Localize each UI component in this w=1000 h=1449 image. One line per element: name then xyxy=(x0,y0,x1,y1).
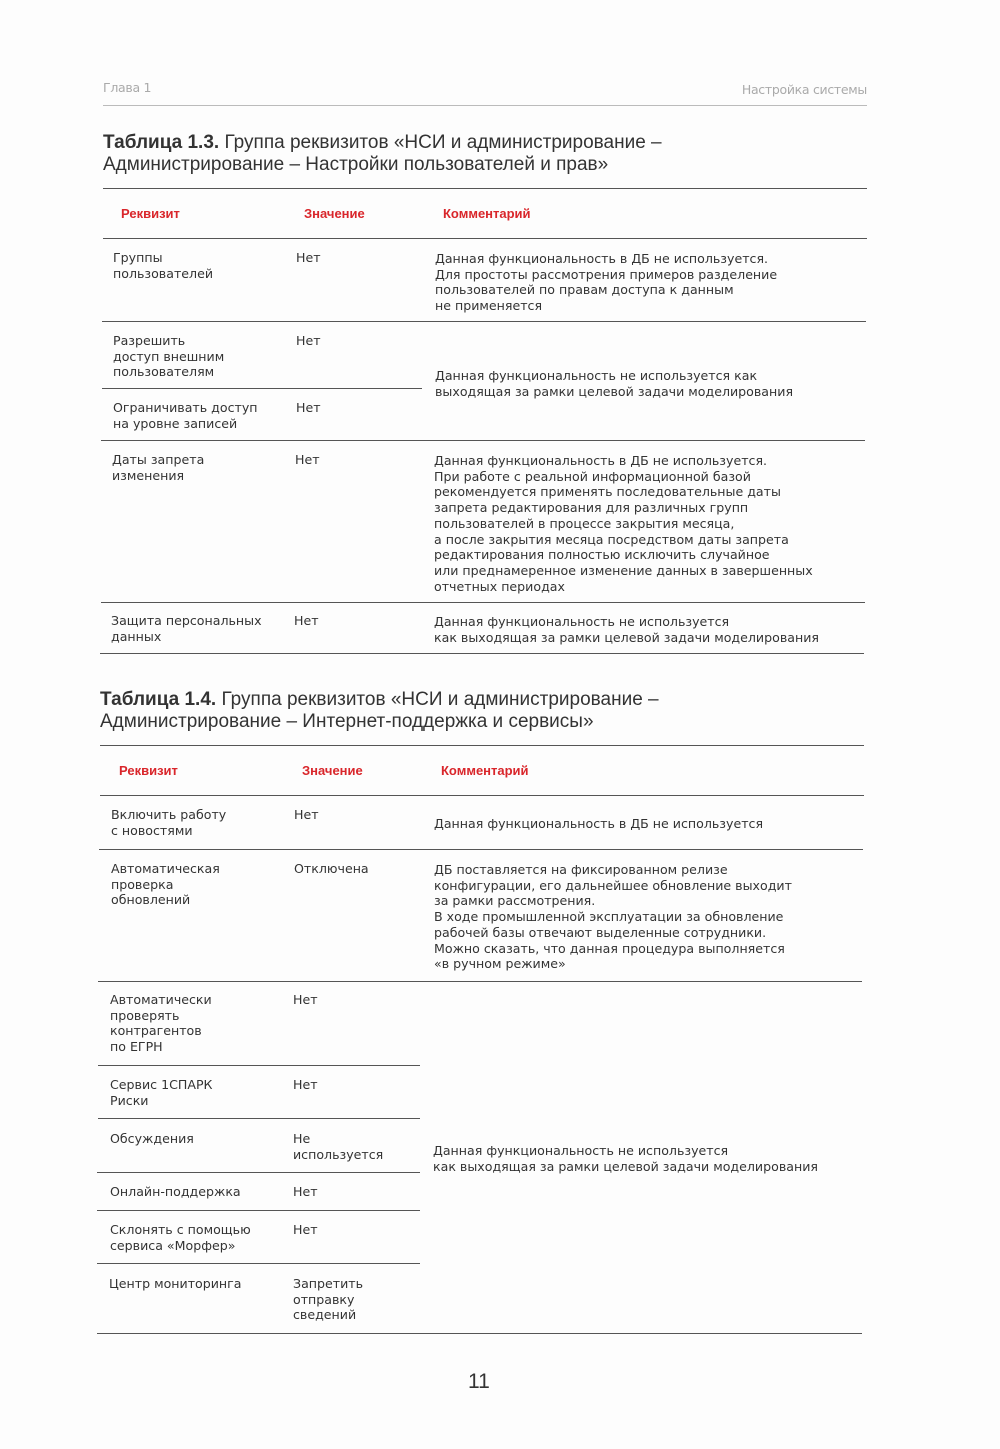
row-name: Включить работу с новостями xyxy=(111,807,227,838)
header-rule xyxy=(103,105,867,106)
row-value: Не используется xyxy=(293,1131,384,1162)
divider xyxy=(101,602,865,603)
column-header-value: Значение xyxy=(304,206,365,221)
row-name: Автоматическая проверка обновлений xyxy=(111,861,220,908)
divider xyxy=(103,188,867,189)
column-header-comment: Комментарий xyxy=(441,763,529,778)
merged-comment: Данная функциональность не используется как выходящая за рамки целевой задачи моделирования xyxy=(433,1143,818,1174)
running-head-chapter: Глава 1 xyxy=(103,80,152,95)
row-name: Обсуждения xyxy=(110,1131,194,1146)
row-value: Нет xyxy=(294,807,319,822)
row-name: Даты запрета изменения xyxy=(112,452,205,483)
row-value: Запретить отправку сведений xyxy=(293,1276,364,1323)
table-label: Таблица 1.4. xyxy=(100,689,217,710)
column-header-rekvizit: Реквизит xyxy=(119,763,178,778)
row-comment: Данная функциональность в ДБ не используется xyxy=(434,816,764,831)
divider xyxy=(99,849,863,850)
row-comment: Данная функциональность в ДБ не используется. При работе с реальной информационной базой рекомендуется применять последовательные даты запрета редактирования для различных групп пользователей в процессе закрытия месяца, а после закрытия месяца посредством даты запрета редактирования полностью исключить случайное или преднамеренное изменение данных в завершенных отчетных периодах xyxy=(434,453,813,594)
page-number: 11 xyxy=(468,1370,490,1393)
divider xyxy=(98,981,862,982)
divider xyxy=(100,745,864,746)
row-value: Отключена xyxy=(294,861,369,876)
table-caption: Группа реквизитов «НСИ и администрирование – Администрирование – Интернет-поддержка и сервисы» xyxy=(100,689,659,732)
row-name: Сервис 1СПАРК Риски xyxy=(110,1077,213,1108)
table-1-3-title xyxy=(103,132,662,176)
row-name: Центр мониторинга xyxy=(109,1276,242,1291)
divider xyxy=(102,388,422,389)
divider xyxy=(98,1118,420,1119)
row-value: Нет xyxy=(295,452,320,467)
row-value: Нет xyxy=(293,1184,318,1199)
column-header-value: Значение xyxy=(302,763,363,778)
row-comment: Данная функциональность не используется как выходящая за рамки целевой задачи моделирования xyxy=(434,614,819,645)
divider xyxy=(98,1065,420,1066)
merged-comment: Данная функциональность не используется как выходящая за рамки целевой задачи моделирования xyxy=(435,368,794,399)
row-value: Нет xyxy=(296,400,321,415)
row-value: Нет xyxy=(296,250,321,265)
row-value: Нет xyxy=(296,333,321,348)
divider xyxy=(100,795,864,796)
row-value: Нет xyxy=(294,613,319,628)
row-value: Нет xyxy=(293,1077,318,1092)
table-label: Таблица 1.3. xyxy=(103,132,220,153)
divider xyxy=(97,1172,420,1173)
row-name: Онлайн-поддержка xyxy=(110,1184,241,1199)
row-name: Группы пользователей xyxy=(113,250,214,281)
divider xyxy=(97,1210,420,1211)
row-value: Нет xyxy=(293,992,318,1007)
divider xyxy=(102,321,866,322)
row-value: Нет xyxy=(293,1222,318,1237)
row-name: Разрешить доступ внешним пользователям xyxy=(113,333,225,380)
divider xyxy=(101,440,865,441)
divider xyxy=(103,238,867,239)
row-name: Ограничивать доступ на уровне записей xyxy=(113,400,258,431)
column-header-rekvizit: Реквизит xyxy=(121,206,180,221)
divider xyxy=(97,1263,420,1264)
column-header-comment: Комментарий xyxy=(443,206,531,221)
table-caption: Группа реквизитов «НСИ и администрирование – Администрирование – Настройки пользователей и прав» xyxy=(103,132,662,175)
table-1-4-title xyxy=(100,689,659,733)
row-comment: Данная функциональность в ДБ не используется. Для простоты рассмотрения примеров разделение пользователей по правам доступа к данным не применяется xyxy=(435,251,778,314)
row-name: Автоматически проверять контрагентов по ЕГРН xyxy=(110,992,212,1055)
divider xyxy=(100,653,864,654)
row-name: Склонять с помощью сервиса «Морфер» xyxy=(110,1222,251,1253)
row-name: Защита персональных данных xyxy=(111,613,262,644)
divider xyxy=(97,1333,862,1334)
running-head-section: Настройка системы xyxy=(741,82,867,97)
row-comment: ДБ поставляется на фиксированном релизе конфигурации, его дальнейшее обновление выходит за рамки рассмотрения. В ходе промышленной эксплуатации за обновление рабочей базы отвечают выделенные сотрудники. Можно сказать, что данная процедура выполняется «в ручном режиме» xyxy=(434,862,792,972)
